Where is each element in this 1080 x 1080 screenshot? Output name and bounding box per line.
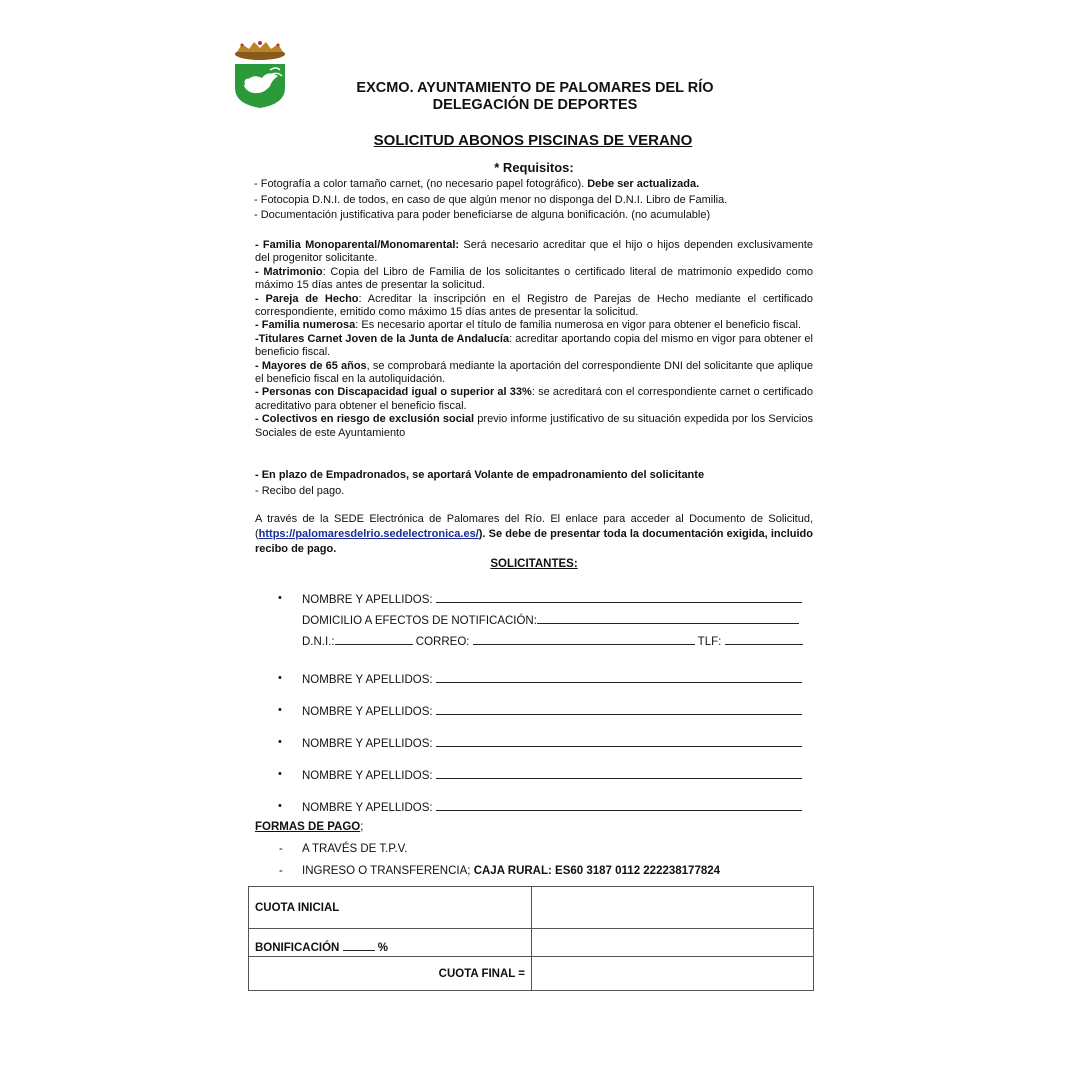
- recibo-note: - Recibo del pago.: [255, 485, 345, 497]
- sede-paragraph: A través de la SEDE Electrónica de Palomares del Río. El enlace para acceder al Documento de Solicitud, (https://palomaresdelrio.sedelectronica.es/). Se debe de presentar toda la documentación exigida, incluido recibo de pago.: [255, 513, 813, 555]
- applicant-1-dni-input[interactable]: [335, 634, 413, 645]
- document-title: SOLICITUD ABONOS PISCINAS DE VERANO: [373, 132, 693, 149]
- cuota-inicial-value[interactable]: [532, 887, 814, 929]
- empadronados-note: - En plazo de Empadronados, se aportará Volante de empadronamiento del solicitante: [255, 469, 705, 481]
- cuota-final-value[interactable]: [532, 957, 814, 991]
- bullet: •: [278, 592, 282, 604]
- bullet: •: [278, 672, 282, 684]
- bullet: •: [278, 704, 282, 716]
- applicant-1-name-row: NOMBRE Y APELLIDOS:: [302, 592, 802, 606]
- bonificacion-value[interactable]: [532, 929, 814, 957]
- list-item: - Matrimonio: Copia del Libro de Familia de los solicitantes o certificado literal de matrimonio expedido como máximo 15 días antes de presentar la solicitud.: [255, 265, 814, 292]
- sede-link[interactable]: https://palomaresdelrio.sedelectronica.es/: [258, 528, 479, 540]
- applicant-1-domicilio-row: DOMICILIO A EFECTOS DE NOTIFICACIÓN:: [302, 613, 799, 627]
- bonificacion-label: BONIFICACIÓN %: [249, 929, 532, 957]
- bonificacion-input[interactable]: [343, 940, 375, 951]
- applicant-6-name-input[interactable]: [436, 800, 802, 811]
- formas-pago-title: FORMAS DE PAGO;: [255, 821, 364, 833]
- bonificaciones-block: [255, 239, 813, 440]
- applicant-4-name-row: NOMBRE Y APELLIDOS:: [302, 736, 802, 750]
- header-line-2: DELEGACIÓN DE DEPORTES: [432, 97, 638, 113]
- list-item: - Documentación justificativa para poder beneficiarse de alguna bonificación. (no acumulable): [254, 209, 711, 222]
- cuota-inicial-label: CUOTA INICIAL: [249, 887, 532, 929]
- list-item: - Pareja de Hecho: Acreditar la inscripción en el Registro de Parejas de Hecho mediante el certificado correspondiente, emitido como máximo 15 días antes de presentar la solicitud.: [255, 292, 813, 319]
- solicitantes-title: SOLICITANTES:: [490, 558, 578, 570]
- bullet: •: [278, 768, 282, 780]
- applicant-3-name-input[interactable]: [436, 704, 802, 715]
- header-line-1: EXCMO. AYUNTAMIENTO DE PALOMARES DEL RÍO: [356, 80, 714, 96]
- pago-dash: -: [279, 865, 283, 877]
- applicant-5-name-input[interactable]: [436, 768, 802, 779]
- list-item: - Familia Monoparental/Monomarental: Será necesario acreditar que el hijo o hijos dependen exclusivamente del progenitor solicitante.: [255, 239, 814, 265]
- applicant-1-correo-input[interactable]: [473, 634, 695, 645]
- applicant-5-name-row: NOMBRE Y APELLIDOS:: [302, 768, 802, 782]
- list-item: -Titulares Carnet Joven de la Junta de Andalucía: acreditar aportando copia del mismo en vigor para obtener el beneficio fiscal.: [255, 332, 813, 359]
- applicant-2-name-row: NOMBRE Y APELLIDOS:: [302, 672, 802, 686]
- list-item: - Mayores de 65 años, se comprobará mediante la aportación del correspondiente DNI del solicitante que aplique el beneficio fiscal en la autoliquidación.: [255, 359, 813, 386]
- municipal-crest-logo: [232, 40, 288, 110]
- pago-dash: -: [279, 843, 283, 855]
- applicant-1-tlf-input[interactable]: [725, 634, 803, 645]
- requisitos-title: * Requisitos:: [494, 160, 574, 175]
- applicant-3-name-row: NOMBRE Y APELLIDOS:: [302, 704, 802, 718]
- applicant-2-name-input[interactable]: [436, 672, 802, 683]
- cuota-final-label: CUOTA FINAL =: [249, 957, 532, 991]
- cuota-table: [248, 886, 814, 991]
- list-item: - Personas con Discapacidad igual o superior al 33%: se acreditará con el correspondiente carnet o certificado acreditativo para obtener el beneficio fiscal.: [255, 386, 813, 412]
- list-item: - Familia numerosa: Es necesario aportar el título de familia numerosa en vigor para obtener el beneficio fiscal.: [255, 319, 802, 332]
- pago-transferencia: INGRESO O TRANSFERENCIA; CAJA RURAL: ES60 3187 0112 222238177824: [302, 865, 721, 877]
- applicant-1-contact-row: D.N.I.: CORREO: TLF:: [302, 634, 803, 648]
- list-item: - Fotocopia D.N.I. de todos, en caso de que algún menor no disponga del D.N.I. Libro de Familia.: [254, 193, 728, 206]
- bullet: •: [278, 800, 282, 812]
- list-item: - Colectivos en riesgo de exclusión social previo informe justificativo de su situación expedida por los Servicios Sociales de este Ayuntamiento: [255, 413, 813, 439]
- requisitos-list: [254, 178, 814, 225]
- applicant-6-name-row: NOMBRE Y APELLIDOS:: [302, 800, 802, 814]
- applicant-1-name-input[interactable]: [436, 592, 802, 603]
- pago-tpv: A TRAVÉS DE T.P.V.: [302, 843, 408, 855]
- applicant-4-name-input[interactable]: [436, 736, 802, 747]
- bullet: •: [278, 736, 282, 748]
- list-item: - Fotografía a color tamaño carnet, (no necesario papel fotográfico). Debe ser actualizada.: [254, 178, 700, 190]
- applicant-1-domicilio-input[interactable]: [537, 613, 799, 624]
